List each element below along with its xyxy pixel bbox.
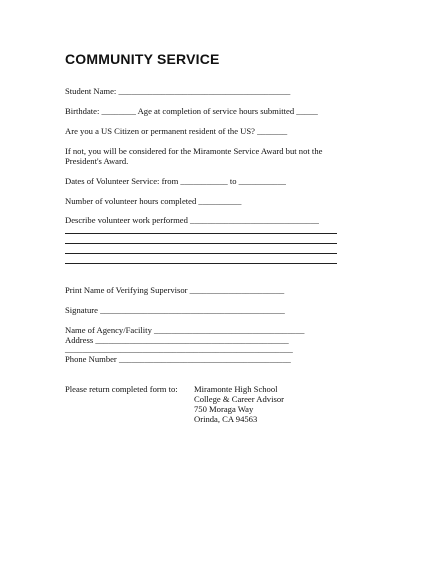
address-field[interactable]: Address _____________________________________________ xyxy=(65,335,289,345)
award-note-line-2: President's Award. xyxy=(65,156,129,166)
citizenship-field[interactable]: Are you a US Citizen or permanent resident of the US? _______ xyxy=(65,126,288,136)
return-address-line: College & Career Advisor xyxy=(194,394,284,404)
agency-name-field[interactable]: Name of Agency/Facility ___________________________________ xyxy=(65,325,305,335)
birthdate-age-field[interactable]: Birthdate: ________ Age at completion of service hours submitted _____ xyxy=(65,106,318,116)
signature-field[interactable]: Signature ___________________________________________ xyxy=(65,305,285,315)
student-name-field[interactable]: Student Name: ________________________________________ xyxy=(65,86,291,96)
return-address-line: Miramonte High School xyxy=(194,384,278,394)
return-address-line: Orinda, CA 94563 xyxy=(194,414,258,424)
supervisor-name-field[interactable]: Print Name of Verifying Supervisor ______________________ xyxy=(65,285,285,295)
volunteer-dates-field[interactable]: Dates of Volunteer Service: from ___________ to ___________ xyxy=(65,176,286,186)
volunteer-hours-field[interactable]: Number of volunteer hours completed __________ xyxy=(65,196,242,206)
description-blank-line[interactable] xyxy=(65,233,337,234)
page-title: COMMUNITY SERVICE xyxy=(65,51,220,67)
description-blank-line[interactable] xyxy=(65,243,337,244)
work-description-field[interactable]: Describe volunteer work performed ______________________________ xyxy=(65,215,319,225)
phone-number-field[interactable]: Phone Number ________________________________________ xyxy=(65,354,291,364)
award-note-line-1: If not, you will be considered for the Miramonte Service Award but not the xyxy=(65,146,323,156)
return-label: Please return completed form to: xyxy=(65,384,178,394)
address-extra-line[interactable]: _____________________________________________________ xyxy=(65,344,293,354)
description-blank-line[interactable] xyxy=(65,253,337,254)
description-blank-line[interactable] xyxy=(65,263,337,264)
return-address-line: 750 Moraga Way xyxy=(194,404,254,414)
